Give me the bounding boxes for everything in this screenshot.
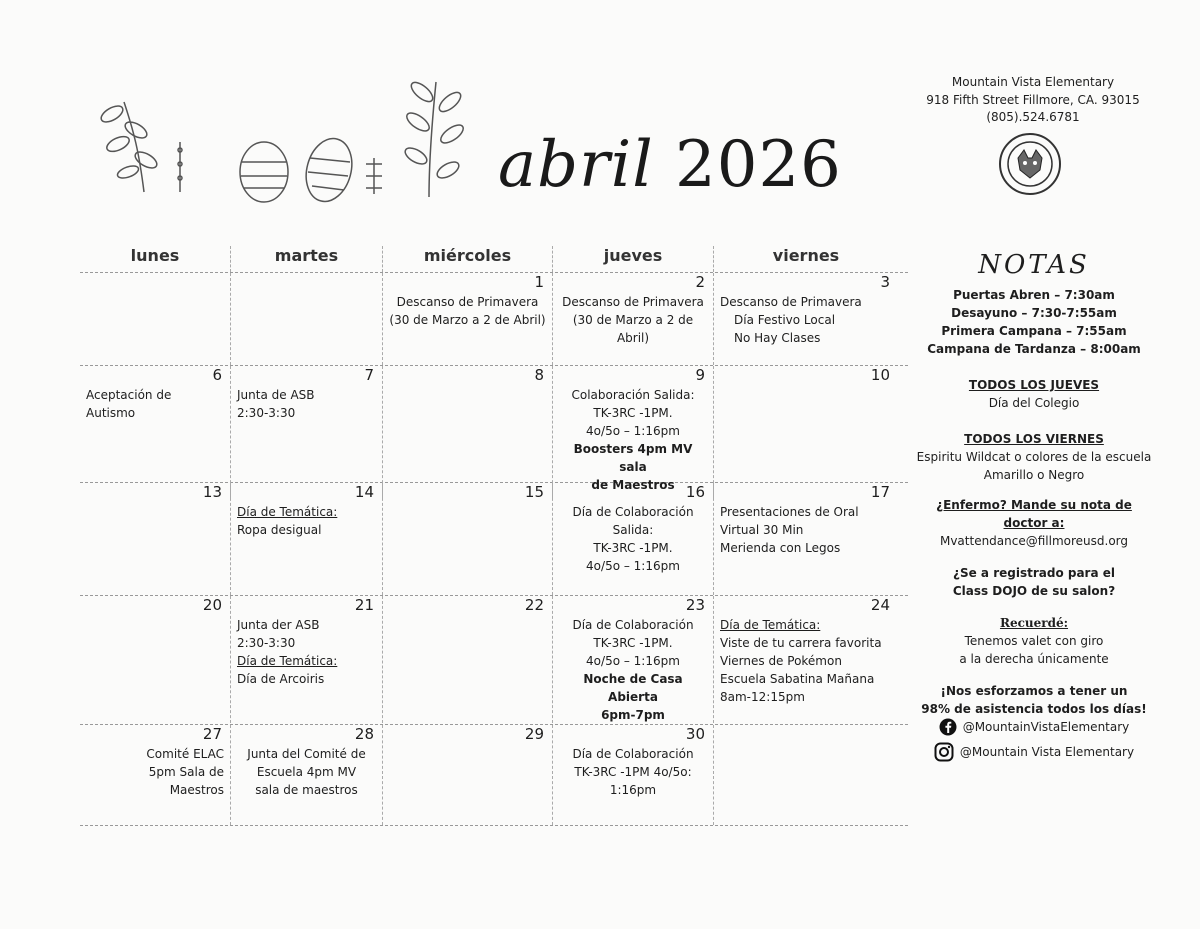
dojo-text: ¿Se a registrado para el xyxy=(953,566,1115,580)
event-line: Descanso de Primavera xyxy=(562,295,704,309)
day-number: 20 xyxy=(202,596,222,614)
day-cell xyxy=(231,725,383,825)
day-cell xyxy=(714,596,898,728)
event-line: Abril) xyxy=(616,331,650,345)
day-events xyxy=(720,293,892,347)
school-name: Mountain Vista Elementary xyxy=(951,75,1115,89)
attendance-email-link[interactable]: Mvattendance@fillmoreusd.org xyxy=(939,534,1129,548)
event-line: Colaboración Salida: xyxy=(571,388,695,402)
event-line: sala de maestros xyxy=(255,783,358,797)
day-events xyxy=(559,616,707,724)
day-cell xyxy=(553,725,714,825)
day-events xyxy=(720,503,892,557)
day-events xyxy=(237,503,376,539)
event-line: Salida: xyxy=(612,523,654,537)
fridays-text: Amarillo o Negro xyxy=(983,468,1085,482)
facebook-icon xyxy=(939,718,957,736)
wildcat-seal-icon xyxy=(998,132,1062,196)
event-line: Junta del Comité de xyxy=(247,747,366,761)
day-cell xyxy=(80,725,231,825)
event-line: Día de Temática: xyxy=(237,654,338,668)
day-number: 7 xyxy=(364,366,374,384)
day-cell xyxy=(80,273,231,365)
event-line: Autismo xyxy=(86,406,136,420)
day-number: 10 xyxy=(870,366,890,384)
day-events xyxy=(86,386,224,422)
event-line: Descanso de Primavera xyxy=(396,295,539,309)
day-events xyxy=(237,745,376,799)
fridays-text: Espiritu Wildcat o colores de la escuela xyxy=(916,450,1152,464)
day-events xyxy=(237,386,376,422)
day-cell xyxy=(231,483,383,595)
fridays-header: TODOS LOS VIERNES xyxy=(964,432,1104,446)
day-cell xyxy=(231,273,383,365)
day-cell xyxy=(80,596,231,728)
day-cell xyxy=(553,273,714,365)
hours-line: Primera Campana – 7:55am xyxy=(941,324,1127,338)
day-number: 6 xyxy=(212,366,222,384)
day-number: 1 xyxy=(534,273,544,291)
event-line: 4o/5o – 1:16pm xyxy=(586,559,680,573)
event-line: Día de Temática: xyxy=(720,618,821,632)
day-number: 14 xyxy=(354,483,374,501)
dojo-text: Class DOJO de su salon? xyxy=(952,584,1116,598)
remember-text: Tenemos valet con giro xyxy=(964,634,1104,648)
event-line: Día de Colaboración xyxy=(572,747,694,761)
day-number: 9 xyxy=(695,366,705,384)
month-label: abril xyxy=(498,128,654,202)
event-line: Junta de ASB xyxy=(237,388,315,402)
day-cell xyxy=(553,483,714,595)
event-line: Viernes de Pokémon xyxy=(720,654,842,668)
school-phone: (805).524.6781 xyxy=(986,110,1080,124)
weekday-wednesday: miércoles xyxy=(383,246,553,272)
day-number: 28 xyxy=(354,725,374,743)
school-address: 918 Fifth Street Fillmore, CA. 93015 xyxy=(926,92,1140,107)
weekday-friday: viernes xyxy=(772,246,840,265)
day-number: 16 xyxy=(685,483,705,501)
event-line: Día de Colaboración xyxy=(572,505,694,519)
event-line: TK-3RC -1PM. xyxy=(593,406,673,420)
remember-text: a la derecha únicamente xyxy=(959,652,1109,666)
event-line: 6pm-7pm xyxy=(601,708,665,722)
day-cell xyxy=(231,596,383,728)
weekday-thursday: jueves xyxy=(553,246,714,272)
event-line: Boosters 4pm MV sala xyxy=(573,442,693,474)
day-cell xyxy=(553,366,714,498)
day-events xyxy=(720,616,892,706)
day-cell xyxy=(714,483,898,595)
day-number: 3 xyxy=(880,273,890,291)
event-line: (30 de Marzo a 2 de Abril) xyxy=(389,313,546,327)
calendar-grid xyxy=(80,246,908,826)
event-line: Presentaciones de Oral xyxy=(720,505,859,519)
event-line: 2:30-3:30 xyxy=(237,406,296,420)
event-line: Día de Temática: xyxy=(237,505,338,519)
event-line: 5pm Sala de xyxy=(148,765,224,779)
day-number: 24 xyxy=(870,596,890,614)
day-cell xyxy=(714,366,898,498)
day-number: 21 xyxy=(354,596,374,614)
hours-line: Desayuno – 7:30-7:55am xyxy=(951,306,1117,320)
day-cell xyxy=(383,483,553,595)
day-number: 8 xyxy=(534,366,544,384)
event-line: Merienda con Legos xyxy=(720,541,841,555)
weekday-monday: lunes xyxy=(80,246,231,272)
notes-column xyxy=(914,248,1154,762)
event-line: Escuela 4pm MV xyxy=(256,765,357,779)
event-line: Escuela Sabatina Mañana xyxy=(720,672,875,686)
facebook-handle: @MountainVistaElementary xyxy=(962,720,1130,734)
event-line: 4o/5o – 1:16pm xyxy=(586,424,680,438)
sick-header: ¿Enfermo? Mande su nota de doctor a: xyxy=(936,498,1132,530)
event-line: 8am-12:15pm xyxy=(720,690,805,704)
day-cell xyxy=(80,483,231,595)
event-line: 1:16pm xyxy=(609,783,657,797)
day-number: 27 xyxy=(202,725,222,743)
calendar-week xyxy=(80,483,908,596)
thursdays-text: Día del Colegio xyxy=(988,396,1080,410)
day-events xyxy=(237,616,376,688)
notes-title: NOTAS xyxy=(978,250,1090,280)
remember-header: Recuerdé: xyxy=(999,616,1069,630)
day-cell xyxy=(383,366,553,498)
day-cell xyxy=(714,273,898,365)
event-line: Día de Colaboración xyxy=(572,618,694,632)
instagram-handle: @Mountain Vista Elementary xyxy=(959,745,1135,759)
day-cell xyxy=(553,596,714,728)
school-info xyxy=(918,74,1148,127)
day-events xyxy=(559,386,707,494)
attendance-goal: ¡Nos esforzamos a tener un xyxy=(940,684,1128,698)
event-line: TK-3RC -1PM. xyxy=(593,541,673,555)
event-line: Día Festivo Local xyxy=(734,313,836,327)
day-number: 17 xyxy=(870,483,890,501)
easter-decoration xyxy=(84,72,484,212)
day-events xyxy=(559,293,707,347)
day-cell xyxy=(383,596,553,728)
event-line: TK-3RC -1PM. xyxy=(593,636,673,650)
day-number: 15 xyxy=(524,483,544,501)
event-line: de Maestros xyxy=(591,478,675,492)
day-cell xyxy=(383,273,553,365)
calendar-week xyxy=(80,596,908,725)
event-line: 4o/5o – 1:16pm xyxy=(586,654,680,668)
day-number: 22 xyxy=(524,596,544,614)
event-line: 2:30-3:30 xyxy=(237,636,296,650)
day-events xyxy=(389,293,546,329)
day-cell xyxy=(231,366,383,498)
day-events xyxy=(559,503,707,575)
day-number: 13 xyxy=(202,483,222,501)
event-line: Comité ELAC xyxy=(146,747,224,761)
event-line: Virtual 30 Min xyxy=(720,523,804,537)
facebook-link[interactable] xyxy=(914,718,1154,736)
day-number: 23 xyxy=(685,596,705,614)
event-line: Ropa desigual xyxy=(237,523,322,537)
day-cell xyxy=(383,725,553,825)
calendar-weeks xyxy=(80,272,908,826)
event-line: Día de Arcoiris xyxy=(237,672,325,686)
event-line: (30 de Marzo a 2 de xyxy=(572,313,694,327)
year-label: 2026 xyxy=(675,128,842,202)
thursdays-header: TODOS LOS JUEVES xyxy=(968,378,1100,392)
day-events xyxy=(559,745,707,799)
weekday-header xyxy=(80,246,908,272)
day-cell xyxy=(80,366,231,498)
calendar-week xyxy=(80,273,908,366)
hours-line: Puertas Abren – 7:30am xyxy=(953,288,1115,302)
day-cell xyxy=(714,725,898,825)
calendar-title xyxy=(498,128,842,202)
event-line: Aceptación de xyxy=(86,388,172,402)
instagram-icon xyxy=(934,742,954,762)
calendar-week xyxy=(80,725,908,826)
weekday-tuesday: martes xyxy=(231,246,383,272)
day-number: 30 xyxy=(685,725,705,743)
event-line: Noche de Casa Abierta xyxy=(583,672,683,704)
event-line: Viste de tu carrera favorita xyxy=(720,636,882,650)
hours-line: Campana de Tardanza – 8:00am xyxy=(927,342,1141,356)
event-line: Maestros xyxy=(169,783,224,797)
instagram-link[interactable] xyxy=(914,742,1154,762)
day-number: 29 xyxy=(524,725,544,743)
day-number: 2 xyxy=(695,273,705,291)
event-line: No Hay Clases xyxy=(734,331,821,345)
day-events xyxy=(86,745,224,799)
event-line: Junta der ASB xyxy=(237,618,320,632)
event-line: TK-3RC -1PM 4o/5o: xyxy=(574,765,692,779)
event-line: Descanso de Primavera xyxy=(720,295,862,309)
attendance-goal: 98% de asistencia todos los días! xyxy=(921,702,1147,716)
